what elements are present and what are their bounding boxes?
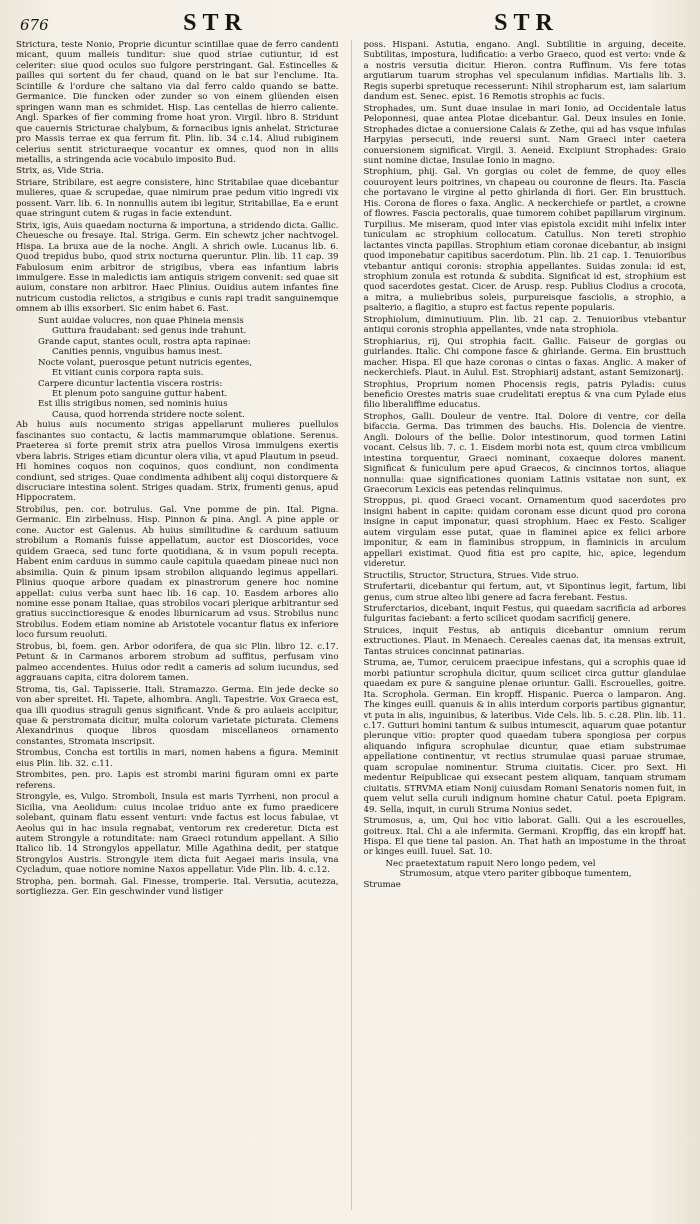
entry-paragraph: Strophiarius, rij, Qui strophia facit. Gallic. Faiseur de gorgias ou guirlandes. Italic. Chi compone fasce & ghirlande. Germa. Ein brusttuch macher. Hispa. El que haze coronas o cintas o faxas. Anglic. A maker of neckerchiefs. Plaut. in Aulul. Est. Strophiarij adstant, astant Semizonarij. — [363, 336, 686, 379]
entry-paragraph: Sunt auidae volucres, non quae Phineia mensis — [38, 315, 244, 326]
entry-paragraph: Nocte volant, puerosque petunt nutricis egentes, — [38, 357, 253, 368]
entry-paragraph: Structilis, Structor, Structura, Strues. Vide struo. — [363, 570, 579, 581]
entry-paragraph: Strictura, teste Nonio, Proprie dicuntur scintillae quae de ferro candenti micant, quum malleis tunditur: siue quod striae cutiuntur, id est celeriter: siue quod oculos suo fulgore perstringant. Gal. Estincelles & pailles qui sortent du fer chaud, quand on le bat sur l'enclume. Ita. Scintille & l'ordure che saltano via dal ferro caldo quando se batte. Germanice. Die funcken oder zunder so von einem glüenden eisen springen wann man es schmidet. Hisp. Las centellas de hierro caliente. Angl. Sparkes of fier comming frome hoat yron. Virgil. libro 8. Stridunt que cauernis Stricturae chalybum, & fornacibus ignis anhelat. Stricturae pro Massis terrae ex qua ferrum fit. Plin. lib. 34 c.14. Aliud rubiginem celerius sentit stricturaeque vocantur ex omnes, quod non in aliis metallis, a stringenda acie vocabulo imposito Bud. — [16, 40, 339, 165]
running-head-left: STR — [183, 10, 248, 36]
entry-paragraph: Strumosum, atque vtero pariter gibboque tumentem, — [399, 869, 632, 880]
entry-paragraph: Et plenum poto sanguine guttur habent. — [52, 388, 228, 399]
text-columns — [16, 40, 686, 1210]
entry-paragraph: Strombites, pen. pro. Lapis est strombi marini figuram omni ex parte referens. — [16, 770, 339, 791]
entry-paragraph: Nec praetextatum rapuit Nero longo pedem, vel — [385, 858, 596, 869]
running-head-right: STR — [494, 10, 559, 36]
entry-paragraph: Strobus, bi, foem. gen. Arbor odorifera, de qua sic Plin. libro 12. c.17. Petunt & in Carmanos arborem strobum ad suffitus, perfusam vino palmeo accendentes. Huius odor redit a cameris ad solum iucundus, sed aggrauans capita, citra dolorem tamen. — [16, 641, 339, 684]
entry-paragraph: Strufertarii, dicebantur qui fertum, aut, vt Sipontinus legit, fartum, libi genus, cum strue alteo libi genere ad facra ferebant. Festus. — [363, 582, 686, 603]
entry-paragraph: Guttura fraudabant: sed genus inde trahunt. — [52, 326, 247, 337]
entry-paragraph: Carpere dicuntur lactentia viscera rostris: — [38, 378, 223, 389]
entry-paragraph: Strophium, phij. Gal. Vn gorgias ou colet de femme, de quoy elles couuroyent leurs poitrines, vn chapeau ou couronne de fleurs. Ita. Fascia che portavano le virgine al petto ghirlanda di fiori. Ger. Ein brusttuch. His. Corona de flores o faxa. Anglic. A neckerchiefe or partlet, a crowne of flowres. Fascia pectoralis, quae tumorem cohibet papillarum virginum. Turpilius. Me miseram, quod inter vias epistola excidit mihi infelix inter tuniculam ac strophium collocatum. Catullus. Non tereti strophio lactantes vincta papillas. Strophium etiam coronae dicebantur, ab insigni quod imponebatur capitibus sacerdotum. Plin. lib. 21 cap. 1. Tenuioribus vtebantur antiqui coronis: strophia appellantes. Suidas zonula: id est, strophium zonula est rotunda & subdita. Significat id est, strophium est quod sacerdotes gestat. Cicer. de Arusp. resp. Publius Clodius a crocota, a mitra, a muliebribus soleis, purpureisque fasciolis, a strophio, a psalterio, a flagitio, a stupro est factus repente popularis. — [363, 167, 686, 314]
page-header — [16, 10, 686, 40]
entry-paragraph: Strombus, Concha est tortilis in mari, nomen habens a figura. Meminit eius Plin. lib. 32. c.11. — [16, 748, 339, 769]
entry-paragraph: Striare, Stribilare, est aegre consistere, hinc Stritabilae quae dicebantur mulieres, quae & scrupedae, quae nimirum prae pedum vitio ingredi vix possent. Varr. lib. 6. In nonnullis autem ibi legitur, Stritabillae, Ea e erunt quae stringunt cutem & rugas in facie extendunt. — [16, 177, 339, 220]
entry-paragraph: Et vitiant cunis corpora rapta suis. — [52, 368, 204, 379]
entry-paragraph: Struferctarios, dicebant, inquit Festus, qui quaedam sacrificia ad arbores fulguritas faciebant: a ferto scilicet quodam sacrificij genere. — [363, 604, 686, 625]
entry-paragraph: Strumae — [363, 879, 401, 890]
entry-paragraph: Strix, as, Vide Stria. — [16, 166, 104, 177]
entry-paragraph: Stroppus, pi. quod Graeci vocant. Ornamentum quod sacerdotes pro insigni habent in capite: quidam coronam esse dicunt quod pro corona insigne in caput imponatur, quasi strophium. Haec ex Festo. Scaliger autem virgulam esse putat, quae in flaminei apice ex felici arbore imponitur, & eam in flaminibus stroppum, in flaminicis in arculum appellari existimat. Quod fitia est pro capite, hic, apice, legendum videretur. — [363, 496, 686, 570]
entry-paragraph: Strophius, Proprium nomen Phocensis regis, patris Pyladis: cuius beneficio Orestes matris suae crudelitati ereptus & vna cum Pylade eius filio liberaliffime educatus. — [363, 379, 686, 411]
entry-paragraph: Stropha, pen. bormah. Gal. Finesse, tromperie. Ital. Versutia, acutezza, sortigliezza. Ger. Ein geschwinder vund listiger — [16, 876, 339, 898]
page-number: 676 — [20, 16, 49, 34]
left-column — [16, 40, 339, 1210]
entry-paragraph: Strophades, um. Sunt duae insulae in mari Ionio, ad Occidentale latus Peloponnesi, quae antea Plotae dicebantur. Gal. Deux insules en Ionie. Strophades dictae a conuersione Calais & Zethe, qui ad has vsque infulas Harpyias persecuti, inde reuersi sunt. Nam Graeci inter caetera conuersionem significat. Virgil. 3. Aeneid. Excipiunt Strophades: Graio sunt nomine dictae, Insulae Ionio in magno. — [363, 103, 686, 166]
entry-paragraph: Strophos, Galli. Douleur de ventre. Ital. Dolore di ventre, cor della bifaccia. Germa. Das trimmen des bauchs. His. Dolencia de vientre. Angli. Dolours of the bellie. Dolor intestinorum, quod tormen Latini vocant. Celsus lib. 7. c. 1. Eisdem morbi nota est, quum circa vmbilicum intestina torquentur, Graeci nominant, coxaeque dolores manent. Significat & funiculum pere apud Graecos, & cincinnos tortos, aliaque nonnulla: quae significationes quoniam Latinis vsitatae non sunt, ex Graecorum Lexicis eas petendas relinquimus. — [363, 411, 686, 496]
entry-paragraph: Struma, ae, Tumor, ceruicem praecipue infestans, qui a scrophis quae id morbi patiuntur scrophula dicitur, quum scilicet circa guttur glandulae quaedam ex pure & sanguine plenae oriuntur. Galli. Escrouelles, goitre. Ita. Scrophola. German. Ein kropff. Hispanic. Puerca o lamparon. Ang. The kinges euill. quanuis & in aliis interdum corporis partibus gignantur, vt puta in alis, inguinibus, & lateribus. Vide Cels. lib. 5. c.28. Plin. lib. 11. c.17. Gutturi homini tantum & suibus intumescit, aquarum quae potantur plerunque vitio: propter quod quaedam tubera spongiosa per corpus aliquando infigura scrophulae dicuntur, quae etiam substrumae appellatione continentur, vt rectius strumulae quasi paruae strumae, quam scropulae nominentur. Struma ciuitatis. Cicer. pro Sext. Hi medentur Reipublicae qui exsecant pestem aliquam, tanquam strumam ciuitatis. STRVMA etiam Nonij cuiusdam Romani Senatoris nomen fuit, in quem velut sella curuli indignum homine chatur Catul. poeta Epigram. 49. Sella, inquit, in curuli Struma Nonius sedet. — [363, 658, 686, 815]
column-divider — [351, 40, 352, 1210]
entry-paragraph: Est illis strigibus nomen, sed nominis huius — [38, 399, 228, 410]
entry-paragraph: poss. Hispani. Astutia, engano. Angl. Subtilitie in arguing, deceite. Subtilitas, impostura, ludificatio: a verbo Graeco, quod est verto: vnde & a nostris versutia dicitur. Hieron. contra Ruffinum. Vis fere totas argutiarum tuarum strophas vel speculanum infidias. Martialis lib. 3. Regis superbi spretuque recesserunt: Nihil stropharum est, iam salarium dandum est. Senec. epist. 16 Remotis strophis ac fucis. — [363, 40, 686, 103]
entry-paragraph: Strobilus, pen. cor. botrulus. Gal. Vne pomme de pin. Ital. Pigna. Germanic. Ein zirbelnuss. Hisp. Pinnon & pina. Angl. A pine apple or cone. Auctor est Galenus. Ab huius similitudine & carduum satiuum strobilum a Romanis fuisse appellatum, auctor est Dioscorides, voce quidem Graeca, sed tunc forte quotidiana, & in vsum populi recepta. Habent enim carduus in summo caule capitula quaedam pineae nuci non absimilia. Quin & pinum ipsam strobilon aliquando legimus appellari. Plinius quoque arbore quadam ex pinastrorum genere hoc nomine appellat: cuius verba sunt haec lib. 16 cap. 10. Easdem arbores alio nomine esse ponam Italiae, quas strobilos vocari plerique arbitrantur sed gratius succinctioresque & enodes liburnicarum ad vsus. Strobilus nunc Strobilus. Eodem etiam nomine ab Aristotele vocantur flatus ex inferiore loco fursum reuoluti. — [16, 504, 339, 641]
entry-paragraph: Causa, quod horrenda stridere nocte solent. — [52, 409, 245, 420]
right-column — [364, 40, 687, 1210]
entry-paragraph: Grande caput, stantes oculi, rostra apta rapinae: — [38, 336, 251, 347]
entry-paragraph: Struices, inquit Festus, ab antiquis dicebantur omnium rerum extructiones. Plaut. in Menaech. Cereales caenas dat, ita mensas extruit, Tantas struices concinnat patinarias. — [363, 625, 686, 657]
entry-paragraph: Stroma, tis, Gal. Tapisserie. Itali. Stramazzo. Germa. Ein jede decke so von aber spreitet. Hi. Tapete, alhombra. Angli. Tapestrie. Vox Graeca est, qua illi quodius straguli genus significant. Vnde & pro aulaeis accipitur, quae & perstromata dicitur, multa colorum varietate picturata. Clemens Alexandrinus quoque libros quosdam miscellaneos ornamento constantes, Stromata inscripsit. — [16, 684, 339, 747]
entry-paragraph: Ab huius auis nocumento strigas appellarunt mulieres puellulos fascinantes suo contactu, & lactis mammarumque oblatione. Serenus. Praeterea si forte premit strix atra puellos Virosa immulgens exertis vbera labris. Striges etiam dicuntur olera vilia, vt apud Plautum in pseud. Hi homines coquos non coquinos, quos condiunt, non condimenta condiunt, sed striges. Quae condimenta adhibent alij coqui distorquere & discruciare intestina solent. Striges quadam. Strix, frumenti genus, apud Hippocratem. — [16, 420, 339, 504]
entry-paragraph: Strumosus, a, um, Qui hoc vitio laborat. Galli. Qui a les escrouelles, goitreux. Ital. Chi a ale infermita. Germani. Kropffig, das ein kropff hat. Hispa. El que tiene tal pasion. An. That hath an impostume in the throat or kinges euill. Iuuel. Sat. 10. — [363, 816, 686, 858]
entry-paragraph: Strix, igis, Auis quaedam nocturna & importuna, a stridendo dicta. Gallic. Cheuesche ou fresaye. Ital. Striga. Germ. Ein schewtz jcher nachtvogel. Hispa. La bruxa aue de la noche. Angli. A shrich owle. Lucanus lib. 6. Quod trepidus bubo, quod strix nocturna queruntur. Plin. lib. 11 cap. 39 Fabulosum enim arbitror de strigibus, vbera eas infantium labris immulgere. Esse in maledictis iam antiquis strigem convenit: sed quae sit auium, constare non arbitror. Haec Plinius. Ouidius autem infantes fine nutricum custodia relictos, a strigibus e cunis rapi tradit sanguinemque omnem ab illis exsorberi. Sic enim habet 6. Fast. — [16, 220, 339, 315]
entry-paragraph: Strongyle, es, Vulgo. Stromboli, Insula est maris Tyrrheni, non procul a Sicilia, vna Aeolidum: cuius incolae triduo ante ex fumo praedicere solebant, quinam flatu essent venturi: vnde factus est locus fabulae, vt Aeolus qui in hac insula regnabat, ventorum rex crederetur. Dicta est autem Strongyle a rotunditate: nam Graeci rotundum appellant. A Silio Italico lib. 14 Strongylos appellatur. Mille Agathina dedit, per statque Strongylos Austris. Strongyle item dicta fuit Aegaei maris insula, vna Cycladum, quae notiore nomine Naxos appellatur. Vide Plin. lib. 4. c.12. — [16, 792, 339, 876]
entry-paragraph: Strophiolum, diminutiuum. Plin. lib. 21 cap. 2. Tenuioribus vtebantur antiqui coronis strophia appellantes, vnde nata strophiola. — [363, 314, 686, 336]
entry-paragraph: Canities pennis, vnguibus hamus inest. — [52, 347, 223, 358]
